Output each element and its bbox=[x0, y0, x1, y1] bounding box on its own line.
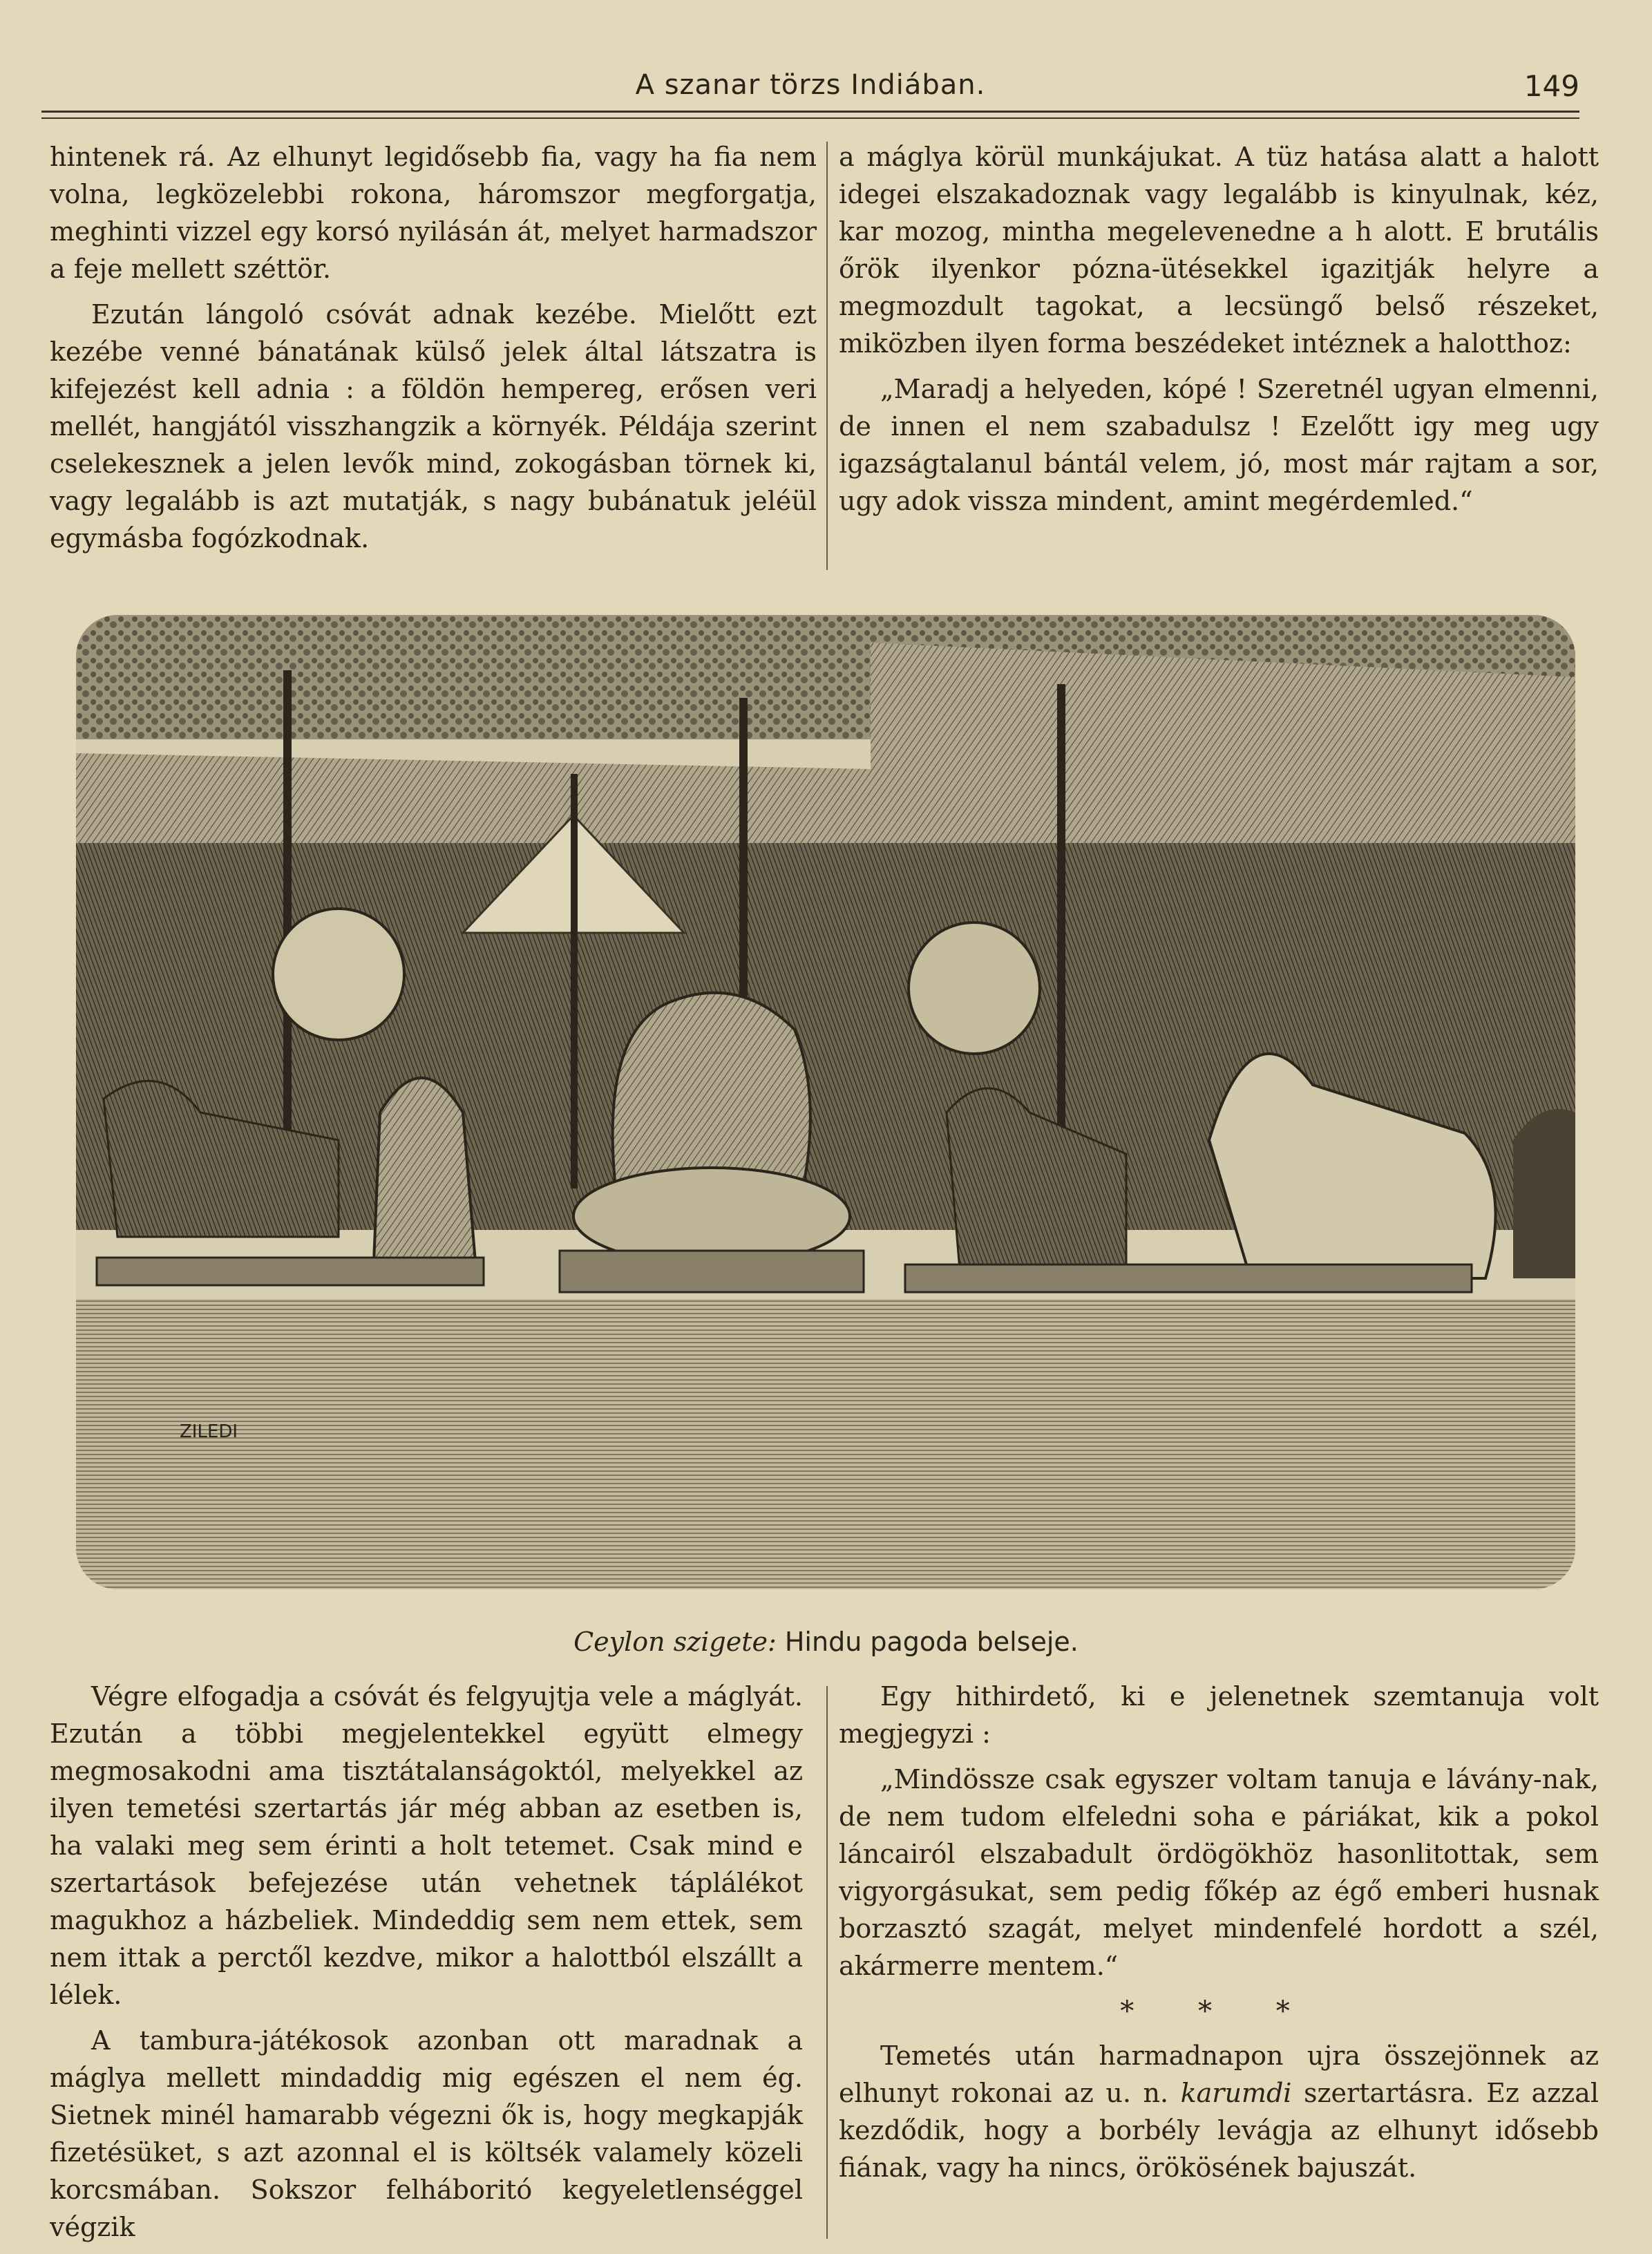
paragraph: Végre elfogadja a csóvát és felgyujtja vele a máglyát. Ezután a többi megjelentekkel együtt elmegy megmosakodni ama tisztátalanságoktól, melyekkel az ilyen temetési szertartás jár még abban az esetben is, ha valaki meg sem érinti a holt tetemet. Csak mind e szertartások befejezése után vehetnek táplálékot magukhoz a házbeliek. Mindeddig sem nem ettek, sem nem ittak a perctől kezdve, mikor a halottból elszállt a lélek. bbox=[50, 1681, 803, 2010]
running-title: A szanar törzs Indiában. bbox=[635, 69, 986, 101]
paragraph: „Maradj a helyeden, kópé ! Szeretnél ugyan elmenni, de innen el nem szabadulsz ! Ezelőtt igy meg ugy igazságtalanul bántál velem, jó, most már rajtam a sor, ugy adok vissza mindent, amint megérdemled.“ bbox=[839, 374, 1599, 516]
header-rule-thin bbox=[41, 117, 1579, 119]
text-run: Temetés után harmadnapon ujra összejönnek az elhunyt rokonai az u. n. bbox=[839, 2040, 1599, 2108]
running-head bbox=[41, 69, 1579, 108]
paragraph bbox=[839, 2037, 1599, 2186]
asterism: * * * bbox=[1120, 1996, 1318, 2027]
column-divider bbox=[826, 142, 828, 570]
bottom-right-column bbox=[839, 1678, 1599, 2195]
caption-text: Hindu pagoda belseje. bbox=[776, 1627, 1079, 1657]
top-left-column bbox=[50, 138, 817, 565]
paragraph: „Mindössze csak egyszer voltam tanuja e lávány-nak, de nem tudom elfeledni soha e páriákat, kik a pokol láncairól elszabadult ördögökhöz hasonlitottak, sem vigyorgásukat, sem pedig főkép az égő emberi husnak borzasztó szagát, melyet mindenfelé hordott a szél, akármerre mentem.“ bbox=[839, 1764, 1599, 1981]
engraving-illustration bbox=[76, 615, 1575, 1589]
column-divider bbox=[826, 1686, 828, 2239]
paragraph: hintenek rá. Az elhunyt legidősebb fia, vagy ha fia nem volna, legközelebbi rokona, háromszor megforgatja, meghinti vizzel egy korsó nyilásán át, melyet harmadszor a feje mellett széttör. bbox=[50, 142, 817, 284]
text-run: szertartásra. Ez azzal kezdődik, hogy a borbély levágja az elhunyt idősebb fiának, vagy ha nincs, örökösének bajuszát. bbox=[839, 2078, 1599, 2183]
caption-place: Ceylon szigete: bbox=[573, 1627, 777, 1657]
paragraph: A tambura-játékosok azonban ott maradnak a máglya mellett mindaddig mig egészen el nem ég. Sietnek minél hamarabb végezni ők is, hogy megkapják fizetésüket, s azt azonnal el is költsék valamely közeli korcsmában. Sokszor felháboritó kegyeletlenséggel végzik bbox=[50, 2025, 803, 2242]
paragraph: Egy hithirdető, ki e jelenetnek szemtanuja volt megjegyzi : bbox=[839, 1681, 1599, 1749]
page-number: 149 bbox=[1523, 69, 1579, 103]
header-rule bbox=[41, 111, 1579, 113]
top-right-column bbox=[839, 138, 1599, 528]
bottom-left-column bbox=[50, 1678, 803, 2254]
paragraph: Ezután lángoló csóvát adnak kezébe. Mielőtt ezt kezébe venné bánatának külső jelek által látszatra is kifejezést kell adnia : a földön hempereg, erősen veri mellét, hangjától visszhangzik a környék. Példája szerint cselekesznek a jelen levők mind, zokogásban törnek ki, vagy legalább is azt mutatják, s nagy bubánatuk jeléül egymásba fogózkodnak. bbox=[50, 299, 817, 553]
paragraph: a máglya körül munkájukat. A tüz hatása alatt a halott idegei elszakadoznak vagy legalább is kinyulnak, kéz, kar mozog, mintha megelevenedne a h alott. E brutális őrök ilyenkor pózna-ütésekkel igazitják helyre a megmozdult tagokat, a lecsüngő belső részeket, miközben ilyen forma beszédeket intéznek a halotthoz: bbox=[839, 142, 1599, 359]
italic-term: karumdi bbox=[1180, 2078, 1292, 2108]
engraver-signature: ZILEDI bbox=[180, 1421, 238, 1442]
temple-scene-drawing bbox=[76, 615, 1575, 1589]
figure-caption bbox=[0, 1627, 1652, 1657]
